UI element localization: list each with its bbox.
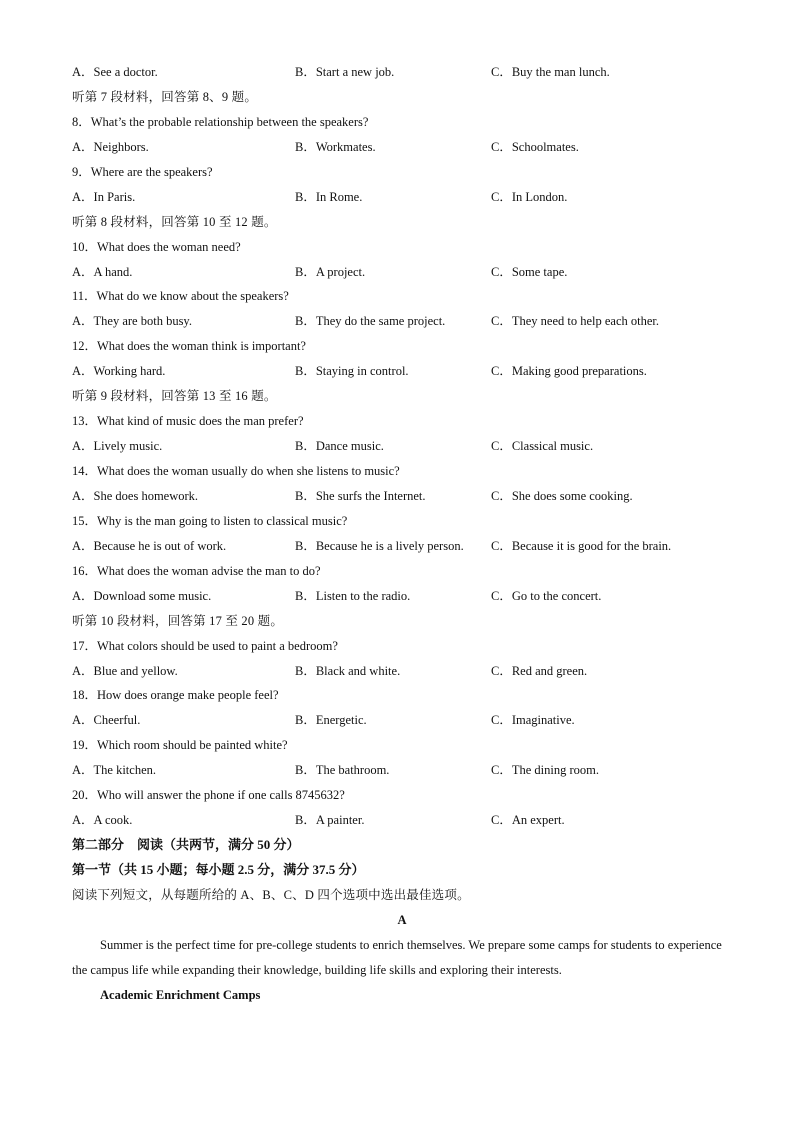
passage-label: A	[397, 912, 407, 927]
option-a: A．Blue and yellow.	[72, 663, 178, 678]
question-line: 15．Why is the man going to listen to classical music?	[72, 513, 348, 528]
option-c: C．Classical music.	[491, 439, 594, 454]
passage-paragraph: Summer is the perfect time for pre-college students to enrich themselves. We prepare some camps for students to experience the campus life while expanding their knowledge, building life skills and exploring their interests.	[72, 937, 722, 977]
option-c: C．Buy the man lunch.	[491, 65, 610, 79]
section-heading: 第一节（共 15 小题；每小题 2.5 分，满分 37.5 分）	[72, 862, 365, 877]
option-a: A．In Paris.	[72, 189, 136, 204]
option-c: C．They need to help each other.	[491, 314, 659, 329]
answer-options-row	[72, 185, 732, 210]
answer-options-row	[72, 135, 732, 160]
option-c: C．In London.	[491, 189, 568, 204]
question-line: 10．What does the woman need?	[72, 239, 241, 254]
option-b: B．They do the same project.	[295, 314, 446, 329]
option-a: A．A hand.	[72, 264, 133, 279]
question-line: 听第 8 段材料，回答第 10 至 12 题。	[72, 214, 277, 229]
option-a: A．Because he is out of work.	[72, 538, 227, 553]
option-c: C．Because it is good for the brain.	[491, 538, 672, 553]
answer-options-row	[72, 260, 732, 285]
question-line: 19．Which room should be painted white?	[72, 738, 288, 753]
option-a: A．Cheerful.	[72, 713, 141, 728]
question-line: 17．What colors should be used to paint a bedroom?	[72, 638, 338, 653]
option-a: A．They are both busy.	[72, 314, 192, 329]
document-page	[72, 60, 732, 1008]
question-line: 9．Where are the speakers?	[72, 164, 213, 179]
question-line: 13．What kind of music does the man prefer?	[72, 414, 304, 429]
option-c: C．Imaginative.	[491, 713, 575, 728]
question-line: 16．What does the woman advise the man to do?	[72, 563, 321, 578]
option-c: C．Making good preparations.	[491, 364, 647, 379]
answer-options-row	[72, 359, 732, 384]
option-b: B．Listen to the radio.	[295, 588, 411, 603]
question-line: 12．What does the woman think is important?	[72, 339, 306, 354]
answer-options-row	[72, 434, 732, 459]
answer-options-row	[72, 758, 732, 783]
question-line: 听第 9 段材料，回答第 13 至 16 题。	[72, 389, 277, 404]
option-b: B．Black and white.	[295, 663, 401, 678]
passage-subheading: Academic Enrichment Camps	[100, 987, 261, 1002]
option-c: C．The dining room.	[491, 763, 599, 778]
option-a: A．The kitchen.	[72, 763, 157, 778]
question-line: 阅读下列短文，从每题所给的 A、B、C、D 四个选项中选出最佳选项。	[72, 887, 470, 902]
option-b: B．Energetic.	[295, 713, 367, 728]
option-b: B．In Rome.	[295, 189, 363, 204]
option-c: C．Go to the concert.	[491, 588, 602, 603]
question-line: 20．Who will answer the phone if one calls 8745632?	[72, 788, 345, 803]
option-b: B．A painter.	[295, 813, 365, 828]
option-c: C．Schoolmates.	[491, 139, 579, 154]
option-b: B．Dance music.	[295, 439, 384, 454]
answer-options-row	[72, 60, 732, 85]
option-c: C．An expert.	[491, 813, 565, 828]
question-line: 14．What does the woman usually do when she listens to music?	[72, 464, 400, 478]
option-a: A．See a doctor.	[72, 65, 158, 79]
question-line: 听第 10 段材料，回答第 17 至 20 题。	[72, 613, 284, 628]
answer-options-row	[72, 659, 732, 684]
option-c: C．Some tape.	[491, 264, 568, 279]
section-heading: 第二部分 阅读（共两节，满分 50 分）	[72, 837, 300, 853]
option-a: A．Neighbors.	[72, 139, 149, 154]
option-b: B．The bathroom.	[295, 763, 390, 778]
answer-options-row	[72, 484, 732, 509]
option-a: A．A cook.	[72, 813, 133, 828]
option-b: B．Workmates.	[295, 139, 376, 154]
option-c: C．She does some cooking.	[491, 488, 633, 503]
option-c: C．Red and green.	[491, 663, 588, 678]
option-b: B．She surfs the Internet.	[295, 488, 426, 503]
answer-options-row	[72, 708, 732, 733]
question-line: 8．What’s the probable relationship between the speakers?	[72, 114, 369, 129]
question-line: 11．What do we know about the speakers?	[72, 289, 289, 304]
answer-options-row	[72, 808, 732, 833]
option-b: B．Start a new job.	[295, 65, 395, 79]
answer-options-row	[72, 534, 732, 559]
option-b: B．Staying in control.	[295, 364, 409, 379]
option-a: A．Lively music.	[72, 439, 163, 454]
option-b: B．A project.	[295, 264, 366, 279]
question-line: 听第 7 段材料，回答第 8、9 题。	[72, 89, 258, 104]
option-a: A．Working hard.	[72, 364, 166, 379]
option-a: A．She does homework.	[72, 488, 199, 503]
option-a: A．Download some music.	[72, 588, 212, 603]
option-b: B．Because he is a lively person.	[295, 538, 464, 553]
answer-options-row	[72, 584, 732, 609]
answer-options-row	[72, 309, 732, 334]
question-line: 18．How does orange make people feel?	[72, 688, 279, 703]
